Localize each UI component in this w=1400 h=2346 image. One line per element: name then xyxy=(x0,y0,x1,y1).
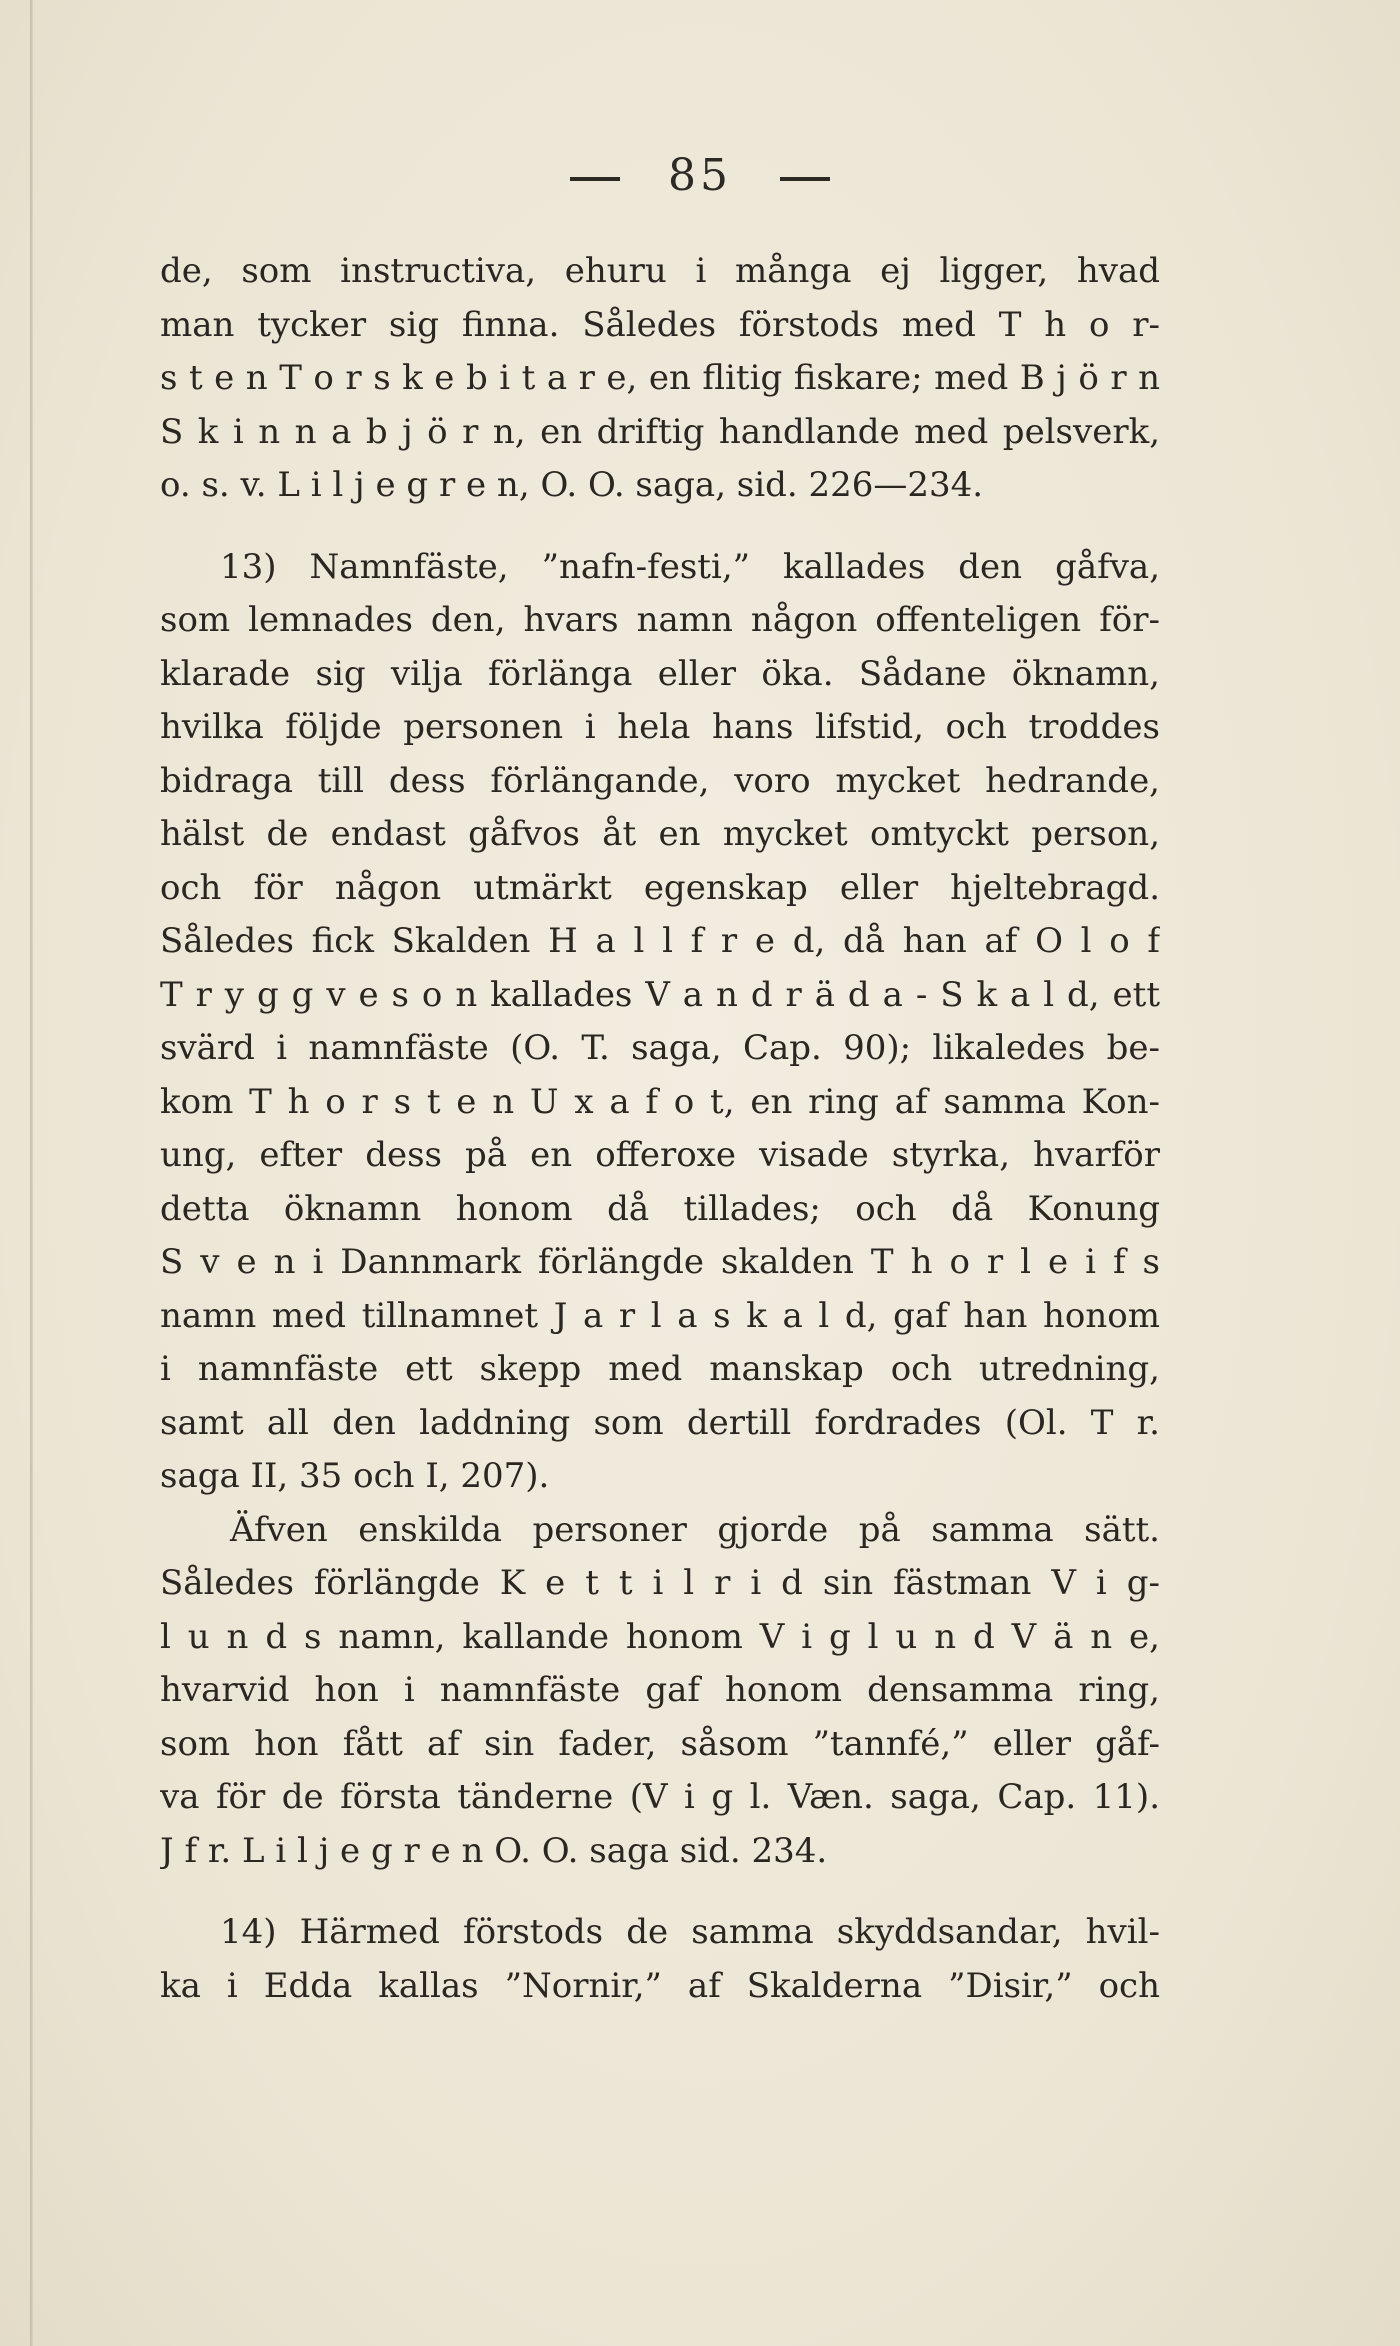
text-line: l u n d s namn, kallande honom V i g l u n d V ä n e, xyxy=(160,1616,1160,1657)
text-line: Således förlängde K e t t i l r i d sin fästman V i g- xyxy=(160,1563,1160,1603)
text-line: saga II, 35 och I, 207). xyxy=(160,1456,550,1496)
binding-edge xyxy=(30,0,33,2346)
text-line: man tycker sig finna. Således förstods med T h o r- xyxy=(160,304,1160,345)
page-number: 85 xyxy=(668,150,732,201)
text-line: hvilka följde personen i hela hans lifstid, och troddes xyxy=(160,707,1160,747)
text-line: Således fick Skalden H a l l f r e d, då han af O l o f xyxy=(160,921,1160,961)
text-line: de, som instructiva, ehuru i många ej ligger, hvad xyxy=(160,251,1160,291)
text-line: i namnfäste ett skepp med manskap och utredning, xyxy=(160,1349,1160,1389)
text-line: detta öknamn honom då tillades; och då Konung xyxy=(160,1188,1160,1229)
text-line: klarade sig vilja förlänga eller öka. Sådane öknamn, xyxy=(160,653,1160,694)
text-line: o. s. v. L i l j e g r e n, O. O. saga, sid. 226—234. xyxy=(160,465,984,505)
text-line: va för de första tänderne (V i g l. Væn. saga, Cap. 11). xyxy=(160,1777,1160,1817)
text-line: namn med tillnamnet J a r l a s k a l d, gaf han honom xyxy=(160,1295,1160,1336)
text-line: J f r. L i l j e g r e n O. O. saga sid. 234. xyxy=(160,1830,828,1871)
text-line: och för någon utmärkt egenskap eller hjeltebragd. xyxy=(160,867,1160,908)
text-line: hvarvid hon i namnfäste gaf honom densamma ring, xyxy=(160,1670,1160,1710)
text-line: S k i n n a b j ö r n, en driftig handlande med pelsverk, xyxy=(160,411,1160,452)
text-line: som lemnades den, hvars namn någon offenteligen för- xyxy=(160,600,1160,640)
text-line: 14) Härmed förstods de samma skyddsandar, hvil- xyxy=(220,1912,1160,1952)
text-line: svärd i namnfäste (O. T. saga, Cap. 90); likaledes be- xyxy=(160,1028,1160,1068)
text-line: samt all den laddning som dertill fordrades (Ol. T r. xyxy=(160,1402,1160,1443)
page-header xyxy=(0,150,1400,201)
text-line: som hon fått af sin fader, såsom ”tannfé,” eller gåf- xyxy=(160,1723,1160,1764)
text-line: T r y g g v e s o n kallades V a n d r ä d a - S k a l d, ett xyxy=(160,974,1160,1015)
header-dash-right xyxy=(780,177,830,181)
text-line: ung, efter dess på en offeroxe visade styrka, hvarför xyxy=(160,1135,1160,1175)
body-text xyxy=(160,245,1160,2013)
header-dash-left xyxy=(570,177,620,181)
text-line: Äfven enskilda personer gjorde på samma sätt. xyxy=(230,1509,1160,1550)
text-line: kom T h o r s t e n U x a f o t, en ring af samma Kon- xyxy=(160,1081,1160,1122)
text-line: bidraga till dess förlängande, voro mycket hedrande, xyxy=(160,760,1160,801)
text-line: hälst de endast gåfvos åt en mycket omtyckt person, xyxy=(160,814,1160,854)
text-line: S v e n i Dannmark förlängde skalden T h o r l e i f s xyxy=(160,1242,1160,1282)
text-line: 13) Namnfäste, ”nafn-festi,” kallades den gåfva, xyxy=(220,546,1160,587)
text-line: ka i Edda kallas ”Nornir,” af Skalderna ”Disir,” och xyxy=(160,1965,1160,2006)
text-line: s t e n T o r s k e b i t a r e, en flitig fiskare; med B j ö r n xyxy=(160,358,1160,398)
